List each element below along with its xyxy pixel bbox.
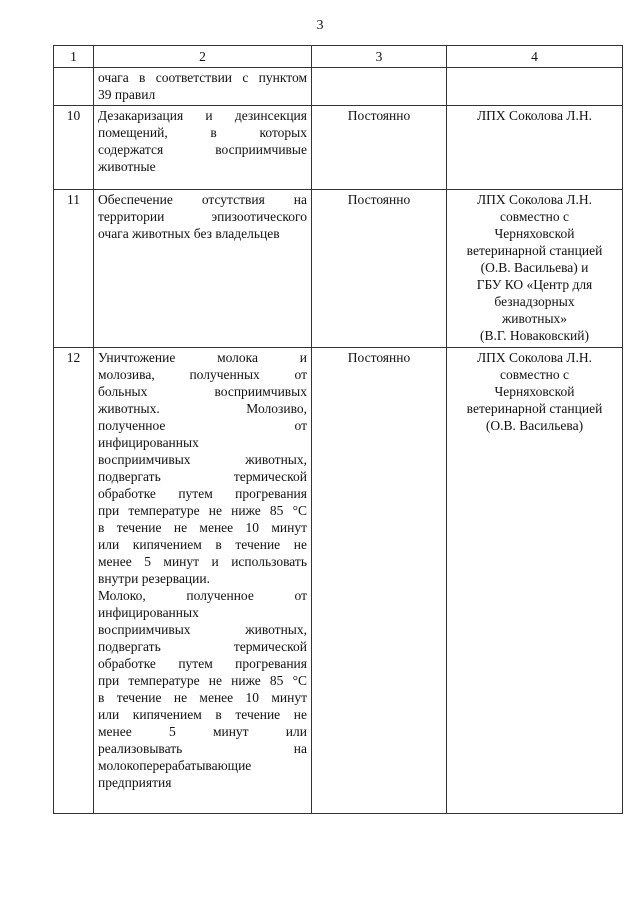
responsible-line: Черняховской (494, 226, 575, 241)
responsible-line: ЛПХ Соколова Л.Н. (477, 108, 592, 123)
responsible-cell (447, 348, 623, 814)
description-line: помещений, в которых (98, 125, 307, 140)
description-line: молокоперерабатывающие (98, 758, 252, 773)
term-cell: Постоянно (312, 190, 447, 348)
num-cell: 11 (54, 190, 94, 348)
description-line: внутри резервации. (98, 571, 210, 586)
description-line: инфицированных (98, 435, 199, 450)
header-cell-4: 4 (447, 46, 623, 68)
description-line: реализовывать на (98, 741, 307, 756)
term-cell: Постоянно (312, 106, 447, 190)
measures-table (53, 45, 623, 814)
responsible-line: совместно с (500, 209, 569, 224)
description-line: менее 5 минут или (98, 724, 307, 739)
description-line: 39 правил (98, 87, 156, 102)
responsible-line: (В.Г. Новаковский) (479, 328, 589, 343)
description-line: подвергать термической (98, 639, 307, 654)
description-line: предприятия (98, 775, 172, 790)
num-cell: 12 (54, 348, 94, 814)
description-line: Молоко, полученное от (98, 588, 307, 603)
responsible-line: ветеринарной станцией (466, 243, 603, 258)
page-number: 3 (316, 18, 324, 33)
description-line: при температуре не ниже 85 °C (98, 673, 307, 688)
table-row-12 (54, 348, 623, 814)
description-line: больных восприимчивых (98, 384, 307, 399)
responsible-cell (447, 68, 623, 106)
description-line: инфицированных (98, 605, 199, 620)
description-cell (94, 348, 312, 814)
description-line: очага в соответствии с пунктом (98, 70, 307, 85)
description-line: в течение не менее 10 минут (98, 690, 307, 705)
description-line: при температуре не ниже 85 °C (98, 503, 307, 518)
description-line: очага животных без владельцев (98, 226, 280, 241)
description-line: менее 5 минут и использовать (98, 554, 307, 569)
term-cell: Постоянно (312, 348, 447, 814)
responsible-cell (447, 190, 623, 348)
table-row-continuation (54, 68, 623, 106)
description-line: в течение не менее 10 минут (98, 520, 307, 535)
description-line: животные (98, 159, 156, 174)
num-cell (54, 68, 94, 106)
description-line: содержатся восприимчивые (98, 142, 307, 157)
description-cell (94, 68, 312, 106)
responsible-line: ГБУ КО «Центр для (476, 277, 593, 292)
description-line: полученное от (98, 418, 307, 433)
responsible-line: ветеринарной станцией (466, 401, 603, 416)
responsible-line: Черняховской (494, 384, 575, 399)
description-line: восприимчивых животных, (98, 622, 307, 637)
term-cell (312, 68, 447, 106)
responsible-line: ЛПХ Соколова Л.Н. (477, 350, 592, 365)
description-line: Уничтожение молока и (98, 350, 307, 365)
description-line: молозива, полученных от (98, 367, 307, 382)
table-header-row (54, 46, 623, 68)
responsible-line: ЛПХ Соколова Л.Н. (477, 192, 592, 207)
responsible-line: (О.В. Васильева) (485, 418, 584, 433)
description-line: Дезакаризация и дезинсекция (98, 108, 307, 123)
description-cell (94, 190, 312, 348)
num-cell: 10 (54, 106, 94, 190)
description-line: подвергать термической (98, 469, 307, 484)
responsible-line: совместно с (500, 367, 569, 382)
table-row-11 (54, 190, 623, 348)
description-line: обработке путем прогревания (98, 656, 307, 671)
description-line: Обеспечение отсутствия на (98, 192, 307, 207)
header-cell-2: 2 (94, 46, 312, 68)
description-line: или кипячением в течение не (98, 707, 307, 722)
responsible-line: животных» (501, 311, 568, 326)
description-line: животных. Молозиво, (98, 401, 307, 416)
responsible-cell (447, 106, 623, 190)
header-cell-1: 1 (54, 46, 94, 68)
header-cell-3: 3 (312, 46, 447, 68)
description-line: или кипячением в течение не (98, 537, 307, 552)
responsible-line: безнадзорных (494, 294, 575, 309)
responsible-line: (О.В. Васильева) и (480, 260, 589, 275)
description-cell (94, 106, 312, 190)
description-line: обработке путем прогревания (98, 486, 307, 501)
description-line: восприимчивых животных, (98, 452, 307, 467)
description-line: территории эпизоотического (98, 209, 307, 224)
table-row-10 (54, 106, 623, 190)
